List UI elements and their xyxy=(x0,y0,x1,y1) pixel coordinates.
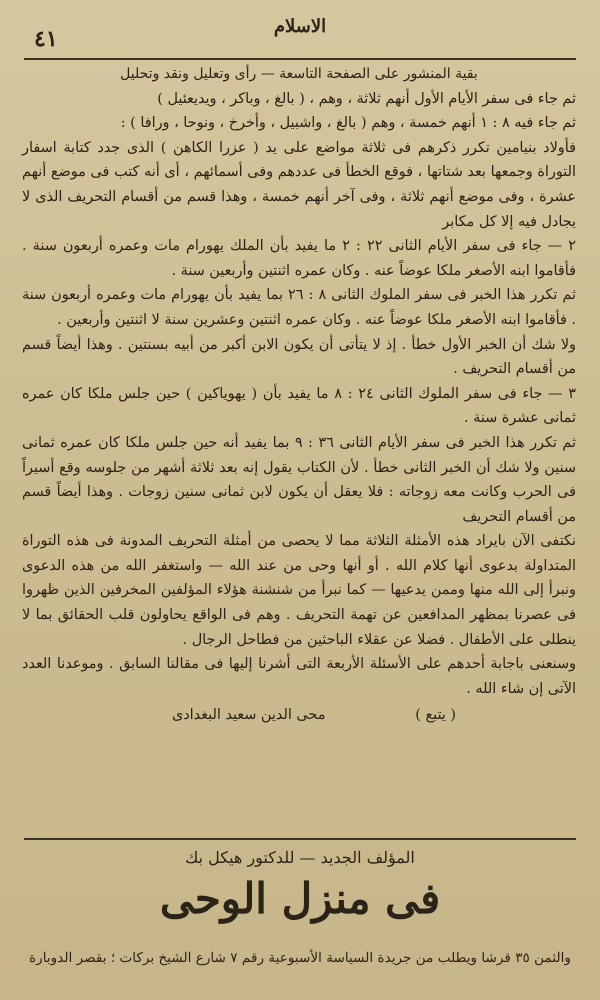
paragraph: ٢ — جاء فى سفر الأيام الثانى ٢٢ : ٢ ما يفيد بأن الملك يهورام مات وعمره أربعون سنة . فأقاموا ابنه الأصغر ملكا عوضاً عنه . وكان عمره اثنتين وأربعين سنة . xyxy=(22,238,576,279)
magazine-name: الاسلام xyxy=(273,16,327,37)
paragraph: ٣ — جاء فى سفر الملوك الثانى ٢٤ : ٨ ما يفيد بأن ( يهوياكين ) حين جلس ملكا كان عمره ثمانى عشرة سنة . xyxy=(22,385,576,427)
paragraph: ثم جاء فيه ٨ : ١ أنهم خمسة ، وهم ( بالغ ، واشبيل ، وأخرخ ، ونوحا ، ورافا ) : xyxy=(120,115,576,132)
ad-price-line: والثمن ٣٥ قرشا ويطلب من جريدة السياسة الأسبوعية رقم ٧ شارع الشيخ بركات ؛ بقصر الدوبارة xyxy=(29,950,571,966)
paragraph: فأولاد بنيامين تكرر ذكرهم فى ثلاثة مواضع على يد ( عزرا الكاهن ) الذى جدد كتابة اسفار التوراة وجمعها بعد شتاتها ، فوقع الخطأ فى عددهم وفى أسمائهم ، أى أنه كتب فى موضع أنهم عشرة ، وفى موضع أنهم ثلاثة ، وفى آخر أنهم خمسة ، وهذا قسم من أقسام التحريف الذى لا يجادل فيه إلا كل مكابر xyxy=(22,139,576,230)
paragraph: وسنعنى باجابة أحدهم على الأسئلة الأربعة التى أشرنا إليها فى مقالنا السابق . وموعدنا العدد الآتى إن شاء الله . xyxy=(22,656,576,697)
paragraph: ولا شك أن الخبر الأول خطأ . إذ لا يتأتى أن يكون الابن أكبر من أبيه بسنتين . وهذا أيضاً قسم من أقسام التحريف . xyxy=(22,336,576,378)
continued-label: ( يتبع ) xyxy=(415,707,456,724)
ad-book-title: فى منزل الوحى xyxy=(159,874,441,923)
article-author: محى الدين سعيد البغدادى xyxy=(172,707,326,724)
continuation-note: بقية المنشور على الصفحة التاسعة — رأى وتعليل ونقد وتحليل xyxy=(120,66,478,82)
paragraph: نكتفى الآن بايراد هذه الأمثلة الثلاثة مما لا يحصى من أمثلة التحريف المدونة فى هذه التوراة المتداولة بدعوى أنها كلام الله . أو أنها وحى من عند الله — واستغفر الله من هذه الدعوى ونبرأ إلى الله منها وممن يدعيها — كما نبرأ من شنشنة هؤلاء المؤلفين المخرفين الذين ظهروا فى عصرنا بمظهر المدافعين عن تهمة التحريف . وهم فى الواقع يحاولون قلب الحقائق بما لا ينطلى على الأطفال . فضلا عن عقلاء الباحثين من فطاحل الرجال . xyxy=(22,533,576,648)
signature-row xyxy=(22,703,576,731)
paragraph: ثم تكرر هذا الخبر فى سفر الملوك الثانى ٨ : ٢٦ بما يفيد بأن يهورام مات وعمره أربعون سنة . فأقاموا ابنه الأصغر ملكا عوضاً عنه . وكان عمره اثنتين وعشرين سنة لا اثنتين وأربعين . xyxy=(22,287,576,328)
divider xyxy=(24,838,576,840)
paragraph: ثم تكرر هذا الخبر فى سفر الأيام الثانى ٣٦ : ٩ بما يفيد أنه حين جلس ملكا كان عمره ثمانى سنين ولا شك أن الخبر الثانى خطأ . لأن الكتاب يقول إنه بعد ثلاثة أشهر من جلوسه وقع أسيراً فى الحرب وكانت معه زوجاته : فلا يعقل أن يكون لابن ثمانى سنين زوجات . وهذا أيضاً قسم من أقسام التحريف xyxy=(22,434,576,525)
page-header xyxy=(24,6,576,60)
article-body xyxy=(22,62,576,731)
paragraph: ثم جاء فى سفر الأيام الأول أنهم ثلاثة ، وهم ، ( بالغ ، وباكر ، ويديعئيل ) xyxy=(157,90,576,107)
ad-author-line: المؤلف الجديد — للدكتور هيكل بك xyxy=(185,848,415,867)
page-number: ٤١ xyxy=(34,26,58,52)
